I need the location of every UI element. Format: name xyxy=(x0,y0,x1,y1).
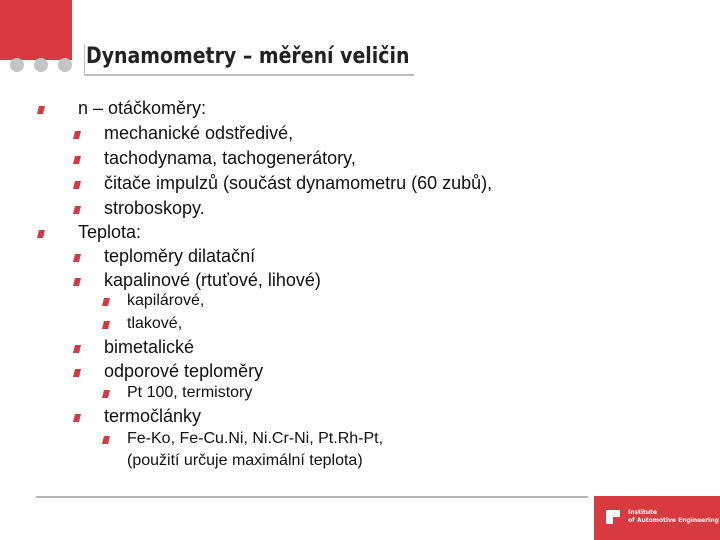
bullet-text: tlakové, xyxy=(127,315,183,332)
bullet-text: tachodynama, tachogenerátory, xyxy=(104,148,356,168)
bullet-item-level-3 xyxy=(127,430,383,448)
bullet-marker-icon xyxy=(73,414,81,422)
bullet-marker-icon xyxy=(73,345,81,353)
bullet-item-level-2 xyxy=(104,361,263,382)
title-underline xyxy=(84,74,414,76)
bullet-text: n – otáčkoměry: xyxy=(78,98,207,118)
institute-logo xyxy=(594,496,720,540)
bullet-marker-icon xyxy=(73,181,81,189)
bullet-text: mechanické odstředivé, xyxy=(104,123,294,143)
bullet-marker-icon xyxy=(102,321,110,329)
bullet-item-level-3 xyxy=(127,292,204,310)
bullet-item-level-3 xyxy=(127,452,363,470)
bullet-item-level-3 xyxy=(127,384,252,402)
bullet-item-level-2 xyxy=(104,337,194,358)
bullet-marker-icon xyxy=(102,390,110,398)
bullet-marker-icon xyxy=(102,436,110,444)
bullet-text: kapilárové, xyxy=(127,292,205,309)
bullet-marker-icon xyxy=(73,206,81,214)
bullet-item-level-2 xyxy=(104,198,205,219)
bullet-item-level-1 xyxy=(78,98,206,119)
bullet-marker-icon xyxy=(37,230,45,238)
bullet-marker-icon xyxy=(73,278,81,286)
bullet-text: termočlánky xyxy=(104,406,202,426)
bullet-text: (použití určuje maximální teplota) xyxy=(127,452,363,469)
logo-square xyxy=(0,0,72,60)
bullet-marker-icon xyxy=(73,369,81,377)
footer-rule xyxy=(36,496,588,498)
bullet-text: teploměry dilatační xyxy=(104,246,256,266)
institute-mark-icon xyxy=(606,510,620,524)
bullet-marker-icon xyxy=(102,298,110,306)
bullet-text: Pt 100, termistory xyxy=(127,384,253,401)
page-title: Dynamometry – měření veličin xyxy=(86,44,410,69)
bullet-text: bimetalické xyxy=(104,337,195,357)
bullet-marker-icon xyxy=(73,156,81,164)
decor-circle-3 xyxy=(58,58,72,72)
bullet-item-level-2 xyxy=(104,123,293,144)
bullet-item-level-2 xyxy=(104,270,321,291)
bullet-text: čitače impulzů (součást dynamometru (60 zubů), xyxy=(104,173,493,193)
bullet-item-level-3 xyxy=(127,315,182,333)
institute-name-line-2: of Automotive Engineering xyxy=(628,517,719,524)
bullet-item-level-2 xyxy=(104,406,201,427)
bullet-marker-icon xyxy=(73,254,81,262)
institute-name xyxy=(628,509,719,525)
bullet-item-level-2 xyxy=(104,173,492,194)
bullet-text: stroboskopy. xyxy=(104,198,205,218)
institute-name-line-1: Institute xyxy=(628,509,658,516)
bullet-marker-icon xyxy=(73,131,81,139)
decor-circle-2 xyxy=(34,58,48,72)
bullet-text: Teplota: xyxy=(78,222,142,242)
bullet-item-level-2 xyxy=(104,246,255,267)
decor-circle-1 xyxy=(10,58,24,72)
bullet-marker-icon xyxy=(37,106,45,114)
bullet-text: odporové teploměry xyxy=(104,361,264,381)
bullet-item-level-1 xyxy=(78,222,141,243)
bullet-text: Fe-Ko, Fe-Cu.Ni, Ni.Cr-Ni, Pt.Rh-Pt, xyxy=(127,430,384,447)
bullet-text: kapalinové (rtuťové, lihové) xyxy=(104,270,321,290)
bullet-item-level-2 xyxy=(104,148,356,169)
